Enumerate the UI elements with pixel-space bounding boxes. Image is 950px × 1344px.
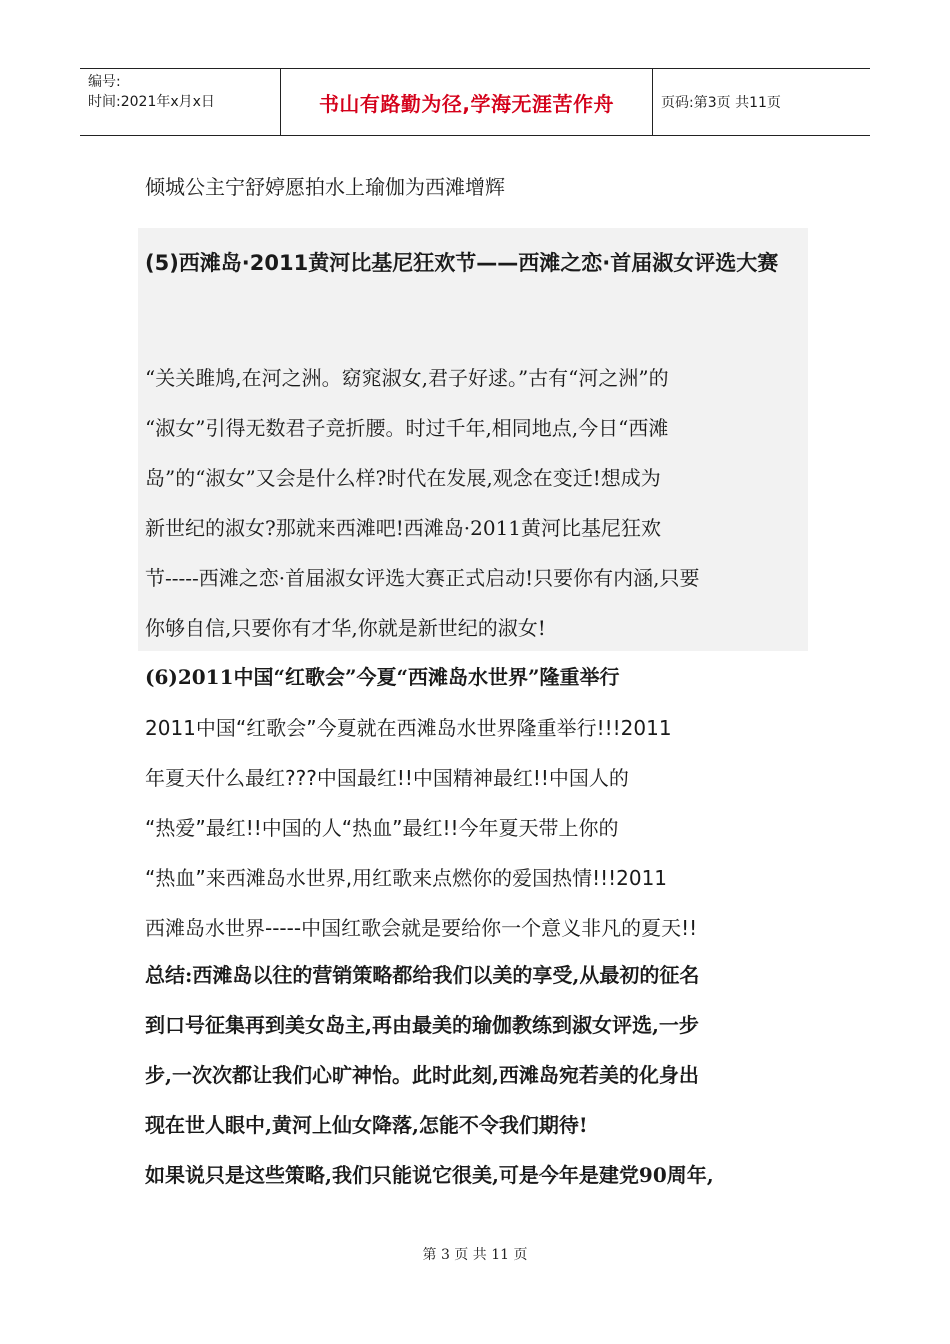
summary-line: 如果说只是这些策略,我们只能说它很美,可是今年是建党90周年, — [145, 1163, 714, 1187]
time-label: 时间:2021年x月x日 — [88, 94, 215, 110]
section-5-line: 你够自信,只要你有才华,你就是新世纪的淑女! — [145, 616, 546, 640]
section-6-line: 年夏天什么最红???中国最红!!中国精神最红!!中国人的 — [145, 766, 629, 790]
intro-line: 倾城公主宁舒婷愿拍水上瑜伽为西滩增辉 — [145, 175, 505, 199]
section-5-line: 岛”的“淑女”又会是什么样?时代在发展,观念在变迁!想成为 — [145, 466, 661, 490]
section-6-title: (6)2011中国“红歌会”今夏“西滩岛水世界”隆重举行 — [145, 665, 620, 689]
summary-block — [145, 950, 714, 1200]
header-meta — [80, 69, 281, 135]
section-5-line: 新世纪的淑女?那就来西滩吧!西滩岛·2011黄河比基尼狂欢 — [145, 516, 662, 540]
document-header — [80, 68, 870, 136]
section-5-line: “关关雎鸠,在河之洲。窈窕淑女,君子好逑。”古有“河之洲”的 — [145, 366, 669, 390]
section-6-line: 2011中国“红歌会”今夏就在西滩岛水世界隆重举行!!!2011 — [145, 716, 672, 740]
section-5-line: 节-----西滩之恋·首届淑女评选大赛正式启动!只要你有内涵,只要 — [145, 566, 700, 590]
section-5-title: (5)西滩岛·2011黄河比基尼狂欢节——西滩之恋·首届淑女评选大赛 — [145, 251, 779, 275]
page-footer: 第 3 页 共 11 页 — [422, 1247, 528, 1263]
section-5-body — [145, 353, 700, 653]
section-6-line: 西滩岛水世界-----中国红歌会就是要给你一个意义非凡的夏天!! — [145, 916, 698, 940]
summary-line: 到口号征集再到美女岛主,再由最美的瑜伽教练到淑女评选,一步 — [145, 1013, 699, 1037]
header-page-label: 页码:第3页 共11页 — [661, 95, 781, 111]
number-label: 编号: — [88, 74, 121, 90]
section-5-line: “淑女”引得无数君子竞折腰。时过千年,相同地点,今日“西滩 — [145, 416, 669, 440]
summary-line: 总结:西滩岛以往的营销策略都给我们以美的享受,从最初的征名 — [145, 963, 700, 987]
section-6-body — [145, 703, 697, 953]
section-6-line: “热爱”最红!!中国的人“热血”最红!!今年夏天带上你的 — [145, 816, 619, 840]
section-6-line: “热血”来西滩岛水世界,用红歌来点燃你的爱国热情!!!2011 — [145, 866, 668, 890]
summary-line: 步,一次次都让我们心旷神怡。此时此刻,西滩岛宛若美的化身出 — [145, 1063, 699, 1087]
summary-line: 现在世人眼中,黄河上仙女降落,怎能不令我们期待! — [145, 1113, 588, 1137]
header-motto: 书山有路勤为径,学海无涯苦作舟 — [281, 69, 653, 135]
